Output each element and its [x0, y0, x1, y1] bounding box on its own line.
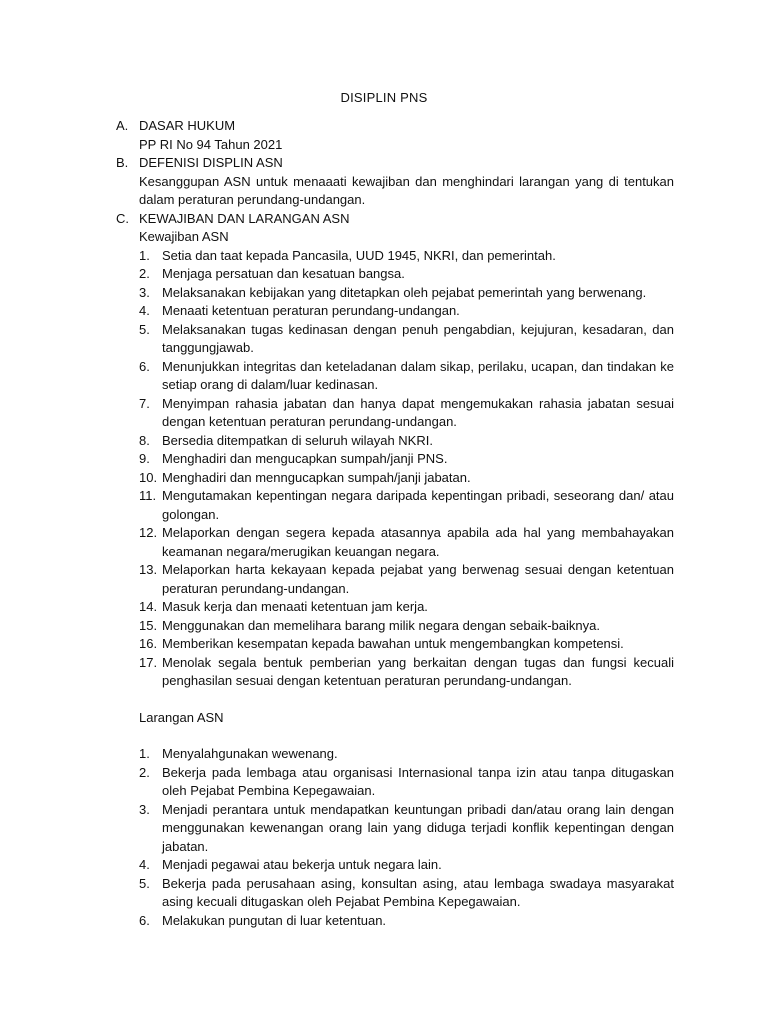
section-letter: B.: [116, 155, 129, 170]
list-item: [139, 635, 674, 654]
list-item: [139, 856, 674, 875]
list-item: [139, 321, 674, 358]
list-text: Menghadiri dan mengucapkan sumpah/janji PNS.: [162, 451, 448, 466]
list-text: Melaporkan dengan segera kepada atasannya apabila ada hal yang membahayakan keamanan negara/merugikan keuangan negara.: [162, 525, 674, 559]
section-b: [116, 154, 674, 210]
list-item: [139, 764, 674, 801]
list-text: Bekerja pada perusahaan asing, konsultan asing, atau lembaga swadaya masyarakat asing kecuali ditugaskan oleh Pejabat Pembina Kepegawaian.: [162, 875, 674, 909]
list-text: Bersedia ditempatkan di seluruh wilayah NKRI.: [162, 432, 433, 448]
list-number: 6.: [139, 358, 150, 374]
list-number: 10.: [139, 469, 158, 485]
list-item: [139, 395, 674, 432]
section-text: PP RI No 94 Tahun 2021: [139, 136, 283, 152]
section-heading: DEFENISI DISPLIN ASN: [139, 155, 283, 170]
list-number: 13.: [139, 562, 158, 577]
list-item: [139, 302, 674, 321]
list-item: [139, 801, 674, 857]
list-text: Melakukan pungutan di luar ketentuan.: [162, 912, 387, 928]
section-letter: A.: [116, 118, 129, 133]
section-text: Kesanggupan ASN untuk menaaati kewajiban dan menghindari larangan yang di tentukan dalam peraturan perundang-undangan.: [139, 173, 674, 207]
list-text: Menolak segala bentuk pemberian yang berkaitan dengan tugas dan fungsi kecuali penghasilan sesuai dengan ketentuan peraturan perundang-undangan.: [162, 654, 674, 688]
list-item: [139, 247, 674, 266]
list-number: 4.: [139, 303, 150, 318]
larangan-list: [139, 745, 674, 930]
list-text: Menyimpan rahasia jabatan dan hanya dapat mengemukakan rahasia jabatan sesuai dengan ketentuan peraturan perundang-undangan.: [162, 395, 674, 429]
list-number: 4.: [139, 857, 150, 872]
list-number: 8.: [139, 432, 150, 448]
list-item: [139, 598, 674, 617]
list-item: [139, 265, 674, 284]
list-item: [139, 561, 674, 598]
section-a: [116, 117, 674, 154]
list-text: Melaksanakan kebijakan yang ditetapkan oleh pejabat pemerintah yang berwenang.: [162, 284, 647, 300]
list-number: 1.: [139, 746, 150, 761]
list-number: 2.: [139, 764, 150, 780]
list-text: Menjaga persatuan dan kesatuan bangsa.: [162, 266, 405, 281]
subheading-larangan: Larangan ASN: [139, 709, 224, 725]
list-text: Masuk kerja dan menaati ketentuan jam kerja.: [162, 599, 428, 614]
list-text: Melaksanakan tugas kedinasan dengan penuh pengabdian, kejujuran, kesadaran, dan tanggungjawab.: [162, 321, 674, 355]
list-number: 5.: [139, 875, 150, 891]
list-item: [139, 358, 674, 395]
kewajiban-list: [139, 247, 674, 691]
list-number: 9.: [139, 451, 150, 466]
list-number: 5.: [139, 321, 150, 337]
section-heading: KEWAJIBAN DAN LARANGAN ASN: [139, 210, 350, 226]
list-text: Menunjukkan integritas dan keteladanan dalam sikap, perilaku, ucapan, dan tindakan ke setiap orang di dalam/luar kedinasan.: [162, 358, 674, 392]
list-number: 12.: [139, 525, 158, 540]
list-number: 14.: [139, 599, 158, 614]
list-number: 11.: [139, 488, 157, 503]
list-text: Menyalahgunakan wewenang.: [162, 746, 338, 761]
list-number: 17.: [139, 654, 158, 670]
document-content: [116, 117, 674, 930]
list-number: 1.: [139, 247, 150, 263]
list-item: [139, 745, 674, 764]
list-text: Menggunakan dan memelihara barang milik negara dengan sebaik-baiknya.: [162, 617, 600, 633]
list-text: Menjadi pegawai atau bekerja untuk negara lain.: [162, 857, 442, 872]
list-item: [139, 617, 674, 636]
list-text: Mengutamakan kepentingan negara daripada kepentingan pribadi, seseorang dan/ atau golongan.: [162, 488, 674, 522]
list-text: Melaporkan harta kekayaan kepada pejabat yang berwenag sesuai dengan ketentuan peraturan perundang-undangan.: [162, 562, 674, 596]
list-number: 7.: [139, 395, 150, 411]
list-item: [139, 469, 674, 488]
list-number: 16.: [139, 636, 158, 651]
list-item: [139, 284, 674, 303]
list-item: [139, 654, 674, 691]
list-item: [139, 487, 674, 524]
list-number: 6.: [139, 912, 150, 928]
section-letter: C.: [116, 210, 129, 226]
list-number: 15.: [139, 617, 158, 633]
list-number: 3.: [139, 284, 150, 300]
list-number: 2.: [139, 266, 150, 281]
section-heading: DASAR HUKUM: [139, 118, 236, 133]
list-text: Bekerja pada lembaga atau organisasi Internasional tanpa izin atau tanpa ditugaskan oleh Pejabat Pembina Kepegawaian.: [162, 764, 674, 798]
spacer: [139, 727, 674, 745]
list-item: [139, 524, 674, 561]
subheading-kewajiban: Kewajiban ASN: [139, 229, 229, 244]
list-text: Setia dan taat kepada Pancasila, UUD 1945, NKRI, dan pemerintah.: [162, 247, 556, 263]
list-text: Menghadiri dan menngucapkan sumpah/janji jabatan.: [162, 469, 471, 485]
list-text: Menaati ketentuan peraturan perundang-undangan.: [162, 303, 460, 318]
list-item: [139, 875, 674, 912]
list-text: Menjadi perantara untuk mendapatkan keuntungan pribadi dan/atau orang lain dengan menggunakan kewenangan orang lain yang diduga terjadi konflik kepentingan dengan jabatan.: [162, 801, 674, 854]
section-c: [116, 210, 674, 931]
list-item: [139, 432, 674, 451]
spacer: [139, 691, 674, 709]
list-number: 3.: [139, 801, 150, 817]
list-item: [139, 912, 674, 931]
document-title: DISIPLIN PNS: [340, 90, 428, 105]
list-item: [139, 450, 674, 469]
list-text: Memberikan kesempatan kepada bawahan untuk mengembangkan kompetensi.: [162, 636, 624, 651]
